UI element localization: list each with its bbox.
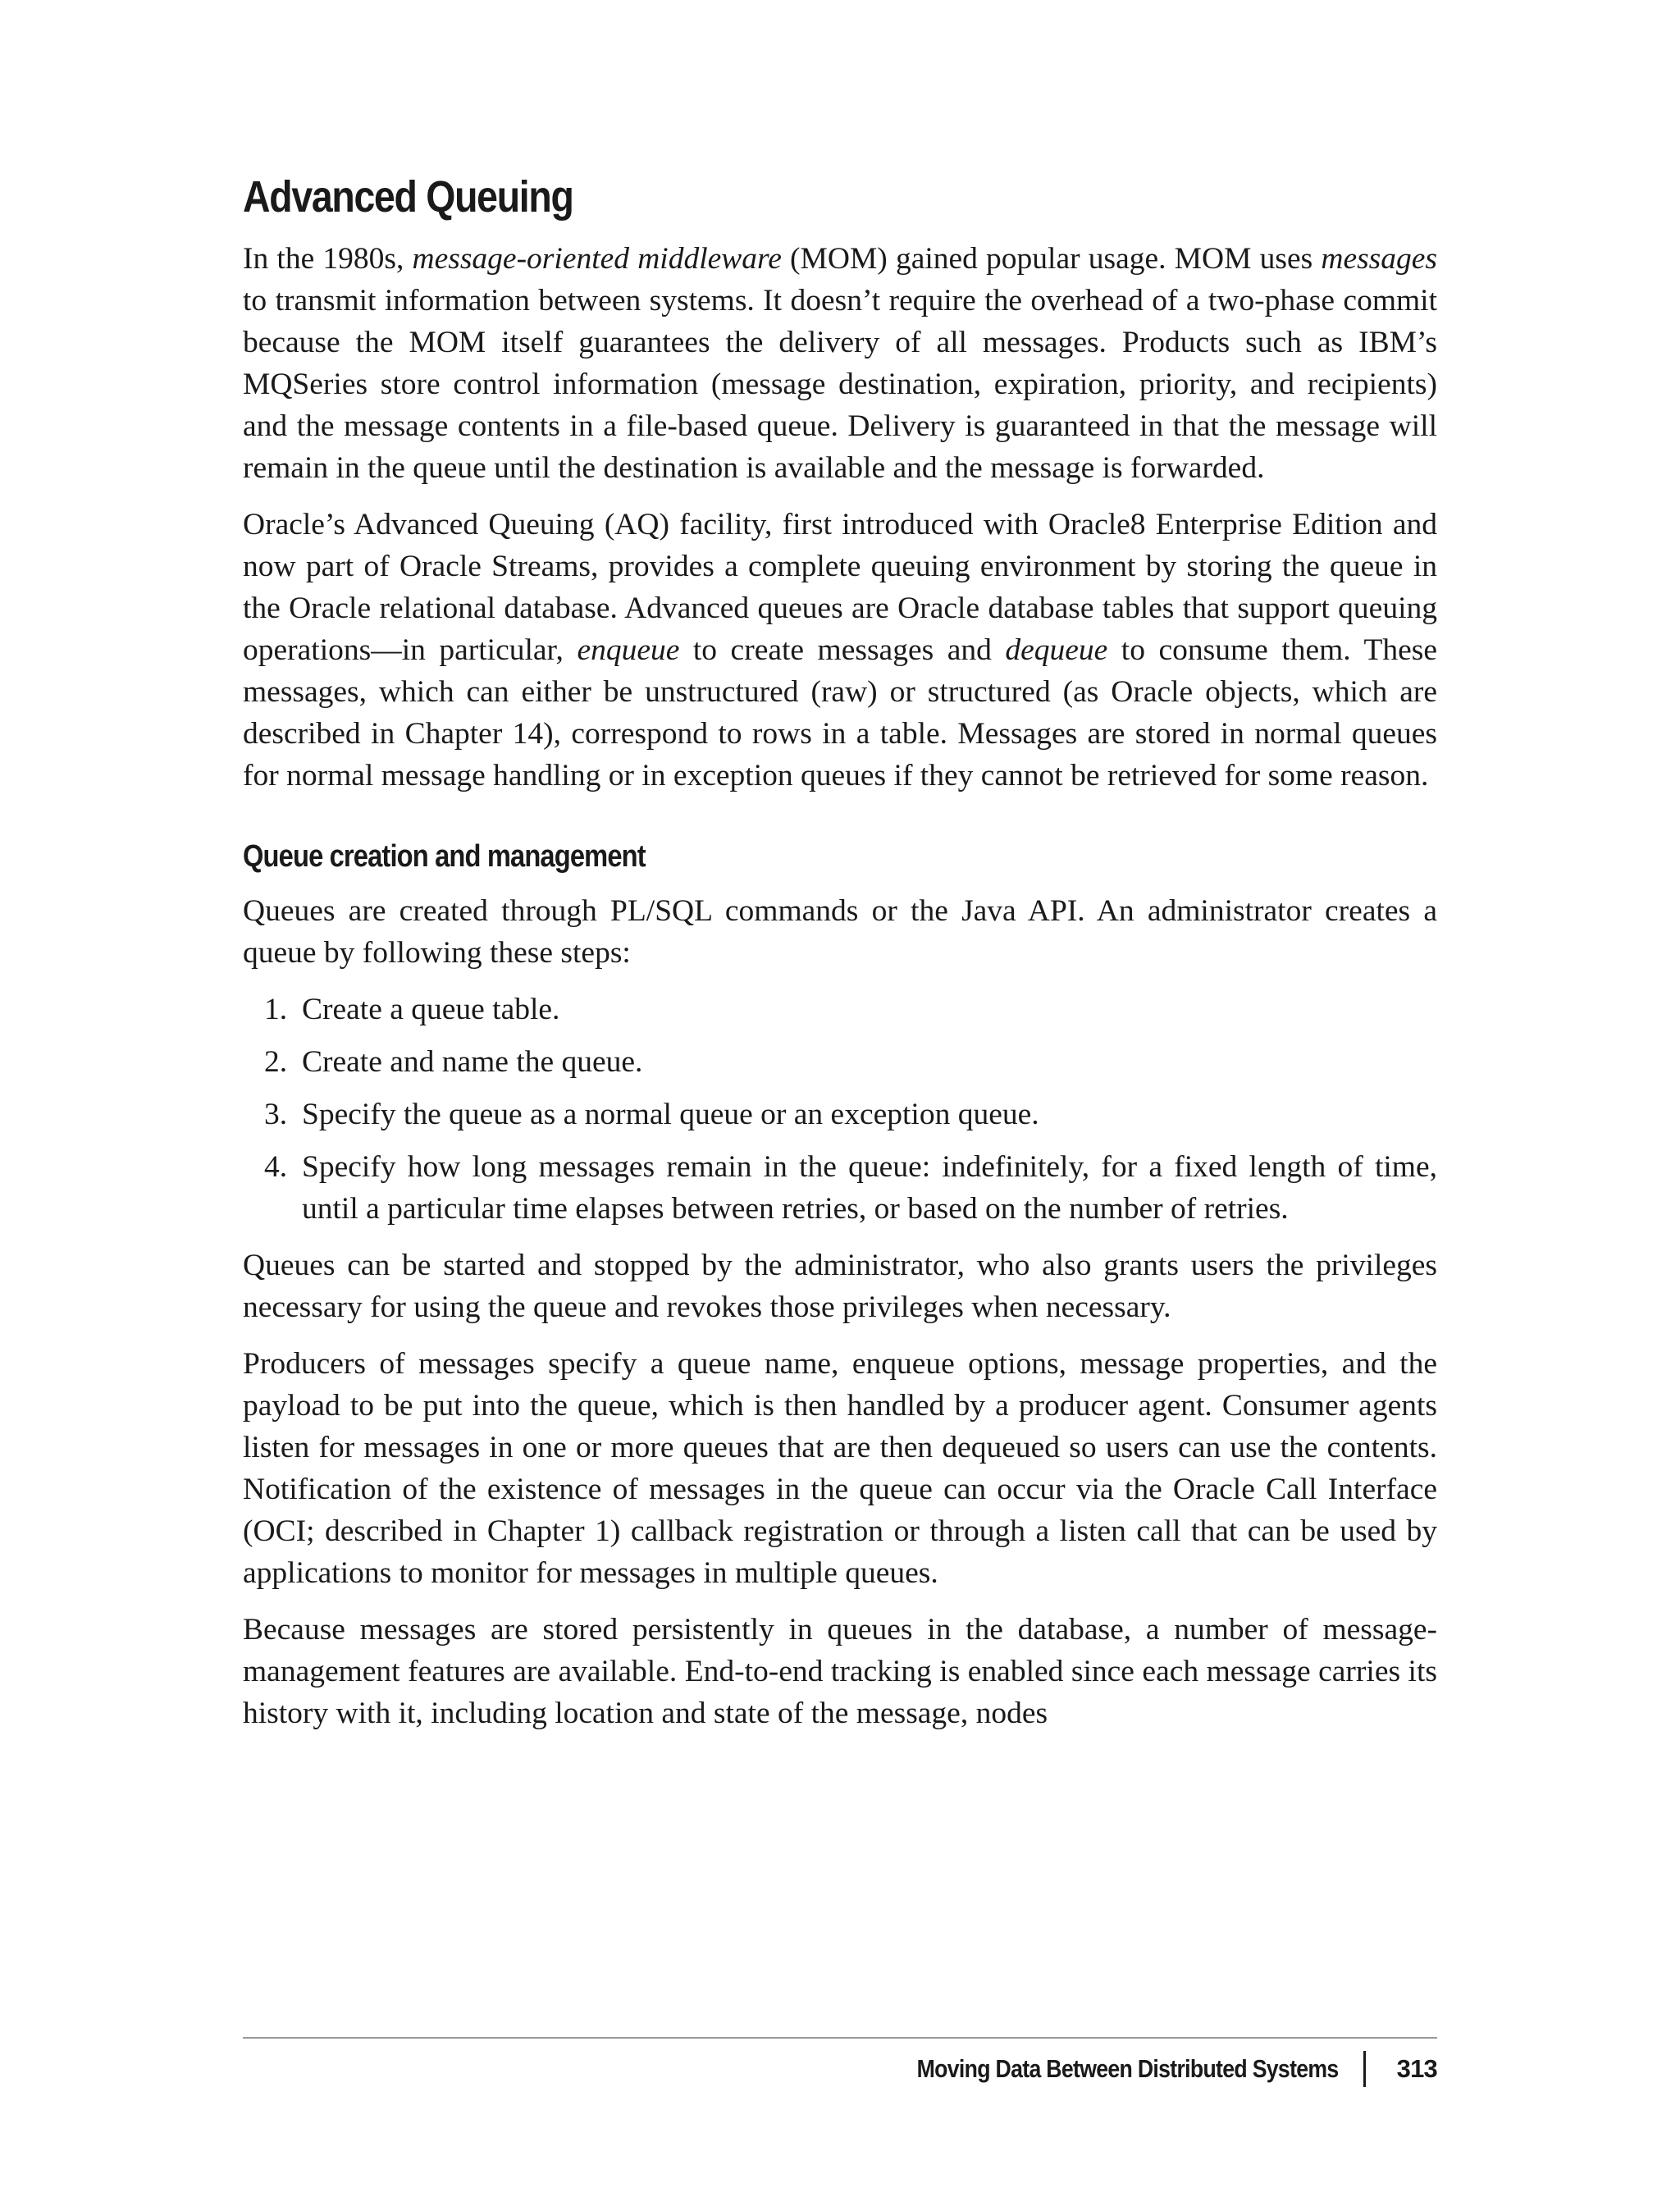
page-number: 313 xyxy=(1396,2054,1437,2083)
list-item-text: Create a queue table. xyxy=(302,993,560,1026)
italic-term: message-oriented middleware xyxy=(412,242,782,276)
subsection-title: Queue creation and management xyxy=(243,839,646,874)
queue-steps-list xyxy=(243,989,1437,1230)
list-item-number: 4. xyxy=(264,1150,288,1184)
paragraph-persistence: Because messages are stored persistently in queues in the database, a number of message-management features are available. End-to-end tracking is enabled since each message carries its history with it, including location and state of the message, nodes xyxy=(243,1613,1437,1730)
list-item xyxy=(243,1041,1437,1083)
list-item-number: 3. xyxy=(264,1098,288,1131)
list-item-text: Specify the queue as a normal queue or an exception queue. xyxy=(302,1098,1039,1131)
page-content xyxy=(243,164,1437,1749)
list-item xyxy=(243,1146,1437,1230)
list-item-number: 1. xyxy=(264,993,288,1026)
footer-divider xyxy=(243,2037,1437,2039)
italic-term: dequeue xyxy=(1005,633,1108,667)
paragraph-oracle-aq: Oracle’s Advanced Queuing (AQ) facility, first introduced with Oracle8 Enterprise Edition and now part of Oracle Streams, provides a complete queuing environment by storing the queue in the Oracle relational database. Advanced queues are Oracle database tables that support queuing operations—in particular, enqueue to create messages and dequeue to consume them. These messages, which can either be unstructured (raw) or structured (as Oracle objects, which are described in Chapter 14), correspond to rows in a table. Messages are stored in normal queues for normal message handling or in exception queues if they cannot be retrieved for some reason. xyxy=(243,508,1437,792)
footer-separator xyxy=(1363,2051,1366,2087)
italic-term: enqueue xyxy=(577,633,680,667)
paragraph-start-stop: Queues can be started and stopped by the administrator, who also grants users the privileges necessary for using the queue and revokes those privileges when necessary. xyxy=(243,1249,1437,1324)
list-item xyxy=(243,989,1437,1030)
paragraph-producers: Producers of messages specify a queue name, enqueue options, message properties, and the payload to be put into the queue, which is then handled by a producer agent. Consumer agents listen for messages in one or more queues that are then dequeued so users can use the contents. Notification of the existence of messages in the queue can occur via the Oracle Call Interface (OCI; described in Chapter 1) callback registration or through a listen call that can be used by applications to monitor for messages in multiple queues. xyxy=(243,1347,1437,1590)
page-footer xyxy=(848,2049,1437,2089)
list-item-number: 2. xyxy=(264,1045,288,1079)
list-item-text: Create and name the queue. xyxy=(302,1045,643,1079)
list-item xyxy=(243,1094,1437,1135)
paragraph-queue-intro: Queues are created through PL/SQL commands or the Java API. An administrator creates a queue by following these steps: xyxy=(243,894,1437,970)
running-title: Moving Data Between Distributed Systems xyxy=(916,2054,1339,2083)
section-title: Advanced Queuing xyxy=(243,172,573,222)
list-item-text: Specify how long messages remain in the queue: indefinitely, for a fixed length of time, until a particular time elapses between retries, or based on the number of retries. xyxy=(302,1150,1437,1226)
italic-term: messages xyxy=(1321,242,1438,276)
paragraph-mom: In the 1980s, message-oriented middleware (MOM) gained popular usage. MOM uses messages to transmit information between systems. It doesn’t require the overhead of a two-phase commit because the MOM itself guarantees the delivery of all messages. Products such as IBM’s MQSeries store control information (message destination, expiration, priority, and recipients) and the message contents in a file-based queue. Delivery is guaranteed in that the message will remain in the queue until the destination is available and the message is forwarded. xyxy=(243,242,1438,485)
